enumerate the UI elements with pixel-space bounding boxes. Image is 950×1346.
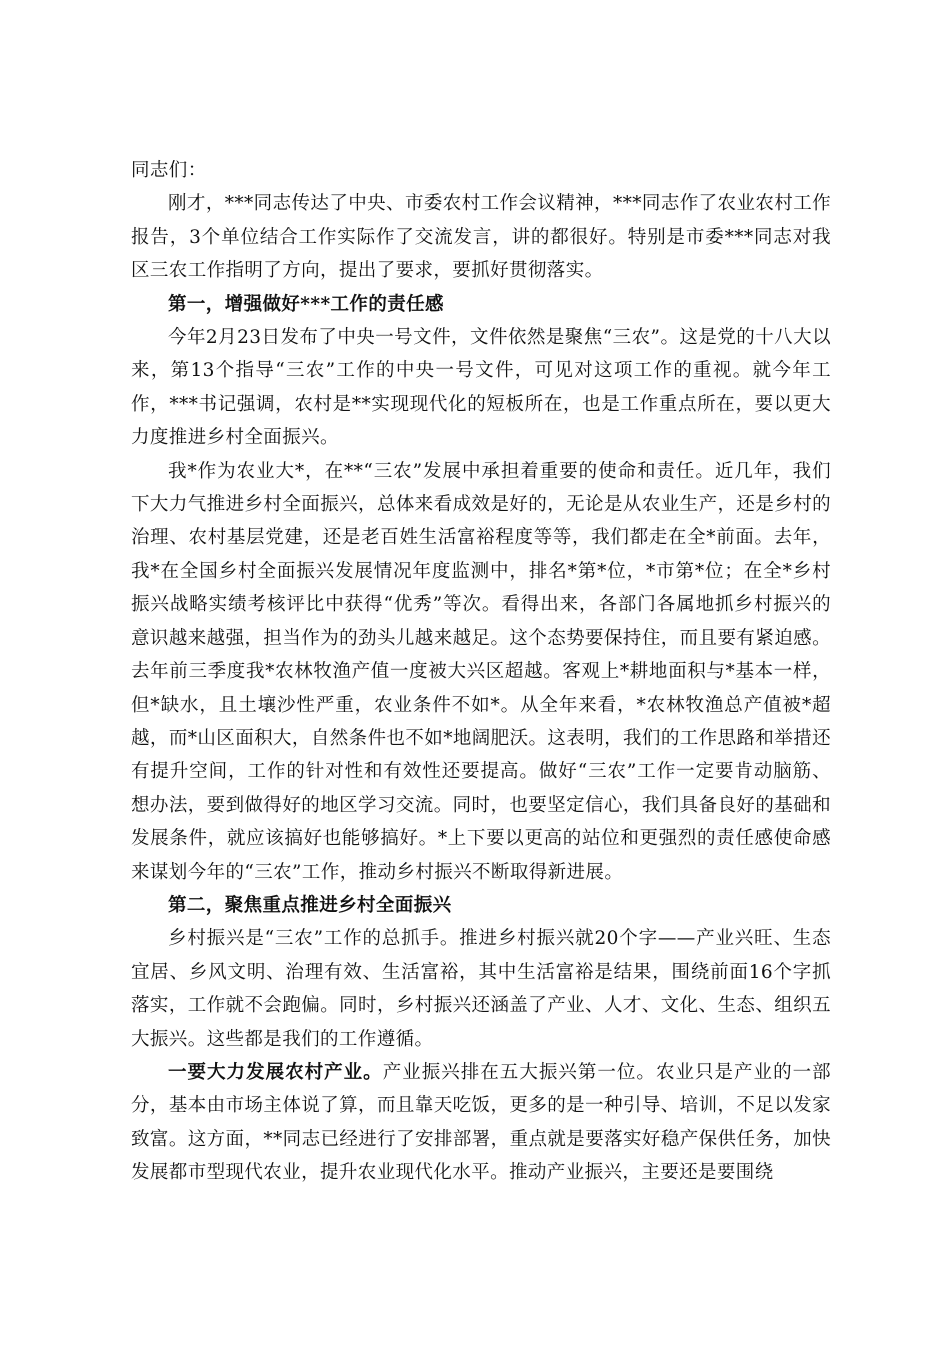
section-2-paragraph-2-lead: 一要大力发展农村产业。: [168, 1061, 383, 1083]
section-1-paragraph-1: 今年2月23日发布了中央一号文件，文件依然是聚焦“三农”。这是党的十八大以来，第13个指导“三农”工作的中央一号文件，可见对这项工作的重视。就今年工作，***书记强调，农村是**实现现代化的短板所在，也是工作重点所在，要以更大力度推进乡村全面振兴。: [131, 327, 831, 449]
section-2-paragraph-2: [131, 1056, 831, 1190]
salutation: 同志们：: [131, 160, 207, 181]
intro-paragraph: 刚才，***同志传达了中央、市委农村工作会议精神，***同志作了农业农村工作报告，3个单位结合工作实际作了交流发言，讲的都很好。特别是市委***同志对我区三农工作指明了方向，提出了要求，要抓好贯彻落实。: [131, 193, 831, 282]
section-2-paragraph-2-body: 产业振兴排在五大振兴第一位。农业只是产业的一部分，基本由市场主体说了算，而且靠天吃饭，更多的是一种引导、培训，不足以发家致富。这方面，**同志已经进行了安排部署，重点就是要落实好稳产保供任务，加快发展都市型现代农业，提升农业现代化水平。推动产业振兴，主要还是要围绕: [131, 1061, 831, 1184]
section-1-heading: 第一，增强做好***工作的责任感: [168, 293, 444, 315]
section-2-heading: 第二，聚焦重点推进乡村全面振兴: [168, 894, 452, 916]
section-1-paragraph-2: 我*作为农业大*，在**“三农”发展中承担着重要的使命和责任。近几年，我们下大力气推进乡村全面振兴，总体来看成效是好的，无论是从农业生产，还是乡村的治理、农村基层党建，还是老百姓生活富裕程度等等，我们都走在全*前面。去年，我*在全国乡村全面振兴发展情况年度监测中，排名*第*位，*市第*位；在全*乡村振兴战略实绩考核评比中获得“优秀”等次。看得出来，各部门各属地抓乡村振兴的意识越来越强，担当作为的劲头儿越来越足。这个态势要保持住，而且要有紧迫感。去年前三季度我*农林牧渔产值一度被大兴区超越。客观上*耕地面积与*基本一样，但*缺水，且土壤沙性严重，农业条件不如*。从全年来看，*农林牧渔总产值被*超越，而*山区面积大，自然条件也不如*地阔肥沃。这表明，我们的工作思路和举措还有提升空间，工作的针对性和有效性还要提高。做好“三农”工作一定要肯动脑筋、想办法，要到做得好的地区学习交流。同时，也要坚定信心，我们具备良好的基础和发展条件，就应该搞好也能够搞好。*上下要以更高的站位和更强烈的责任感使命感来谋划今年的“三农”工作，推动乡村振兴不断取得新进展。: [131, 460, 831, 883]
section-2-paragraph-1: 乡村振兴是“三农”工作的总抓手。推进乡村振兴就20个字——产业兴旺、生态宜居、乡风文明、治理有效、生活富裕，其中生活富裕是结果，围绕前面16个字抓落实，工作就不会跑偏。同时，乡村振兴还涵盖了产业、人才、文化、生态、组织五大振兴。这些都是我们的工作遵循。: [131, 928, 831, 1050]
document-body: [131, 154, 831, 1190]
